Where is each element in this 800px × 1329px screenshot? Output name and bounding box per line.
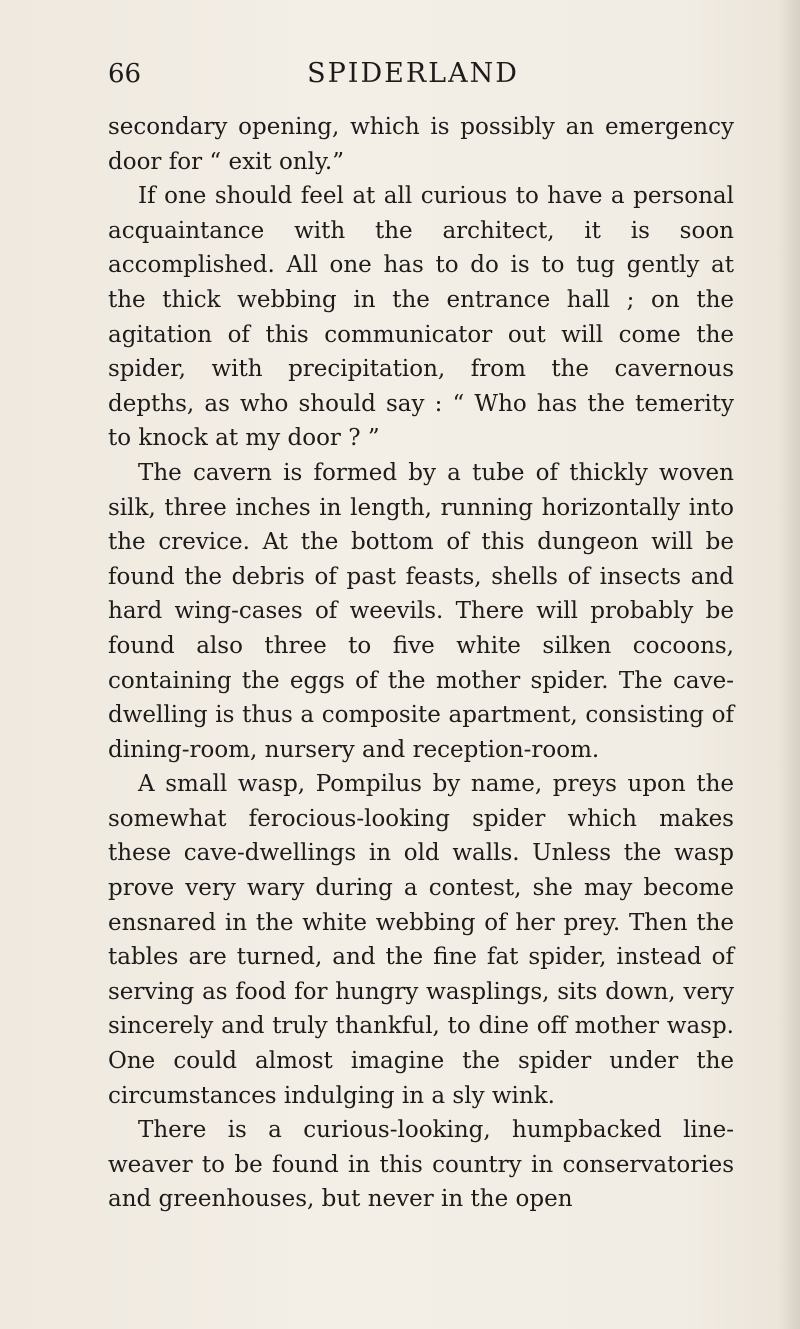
paragraph-cavern: The cavern is formed by a tube of thickly woven silk, three inches in length, running horizontally into the crevice. At the bottom of this dungeon will be found the debris of past feasts, shells of insects and hard wing-cases of weevils. There will probably be found also three to five white silken cocoons, containing the eggs of the mother spider. The cave-dwelling is thus a composite apartment, consisting of dining-room, nursery and reception-room. — [108, 459, 734, 763]
running-title: SPIDERLAND — [307, 58, 519, 89]
paragraph-continued: secondary opening, which is possibly an emergency door for “ exit only.” — [108, 114, 734, 175]
page-header — [108, 56, 718, 96]
page-edge-shadow — [778, 0, 800, 1329]
page-number: 66 — [108, 59, 142, 89]
paragraph-architect: If one should feel at all curious to have a personal acquaintance with the architect, it is soon accomplished. All one has to do is to tug gently at the thick webbing in the entrance hall ; on the agitation of this communicator out will come the spider, with precipitation, from the cavernous depths, as who should say : “ Who has the temerity to knock at my door ? ” — [108, 183, 734, 452]
paragraph-line-weaver: There is a curious-looking, humpbacked line-weaver to be found in this country in conservatories and greenhouses, but never in the open — [108, 1117, 734, 1213]
paragraph-wasp: A small wasp, Pompilus by name, preys upon the somewhat ferocious-looking spider which makes these cave-dwellings in old walls. Unless the wasp prove very wary during a contest, she may become ensnared in the white webbing of her prey. Then the tables are turned, and the fine fat spider, instead of serving as food for hungry wasplings, sits down, very sincerely and truly thankful, to dine off mother wasp. One could almost imagine the spider under the circumstances indulging in a sly wink. — [108, 771, 734, 1109]
body-text — [108, 110, 734, 1217]
